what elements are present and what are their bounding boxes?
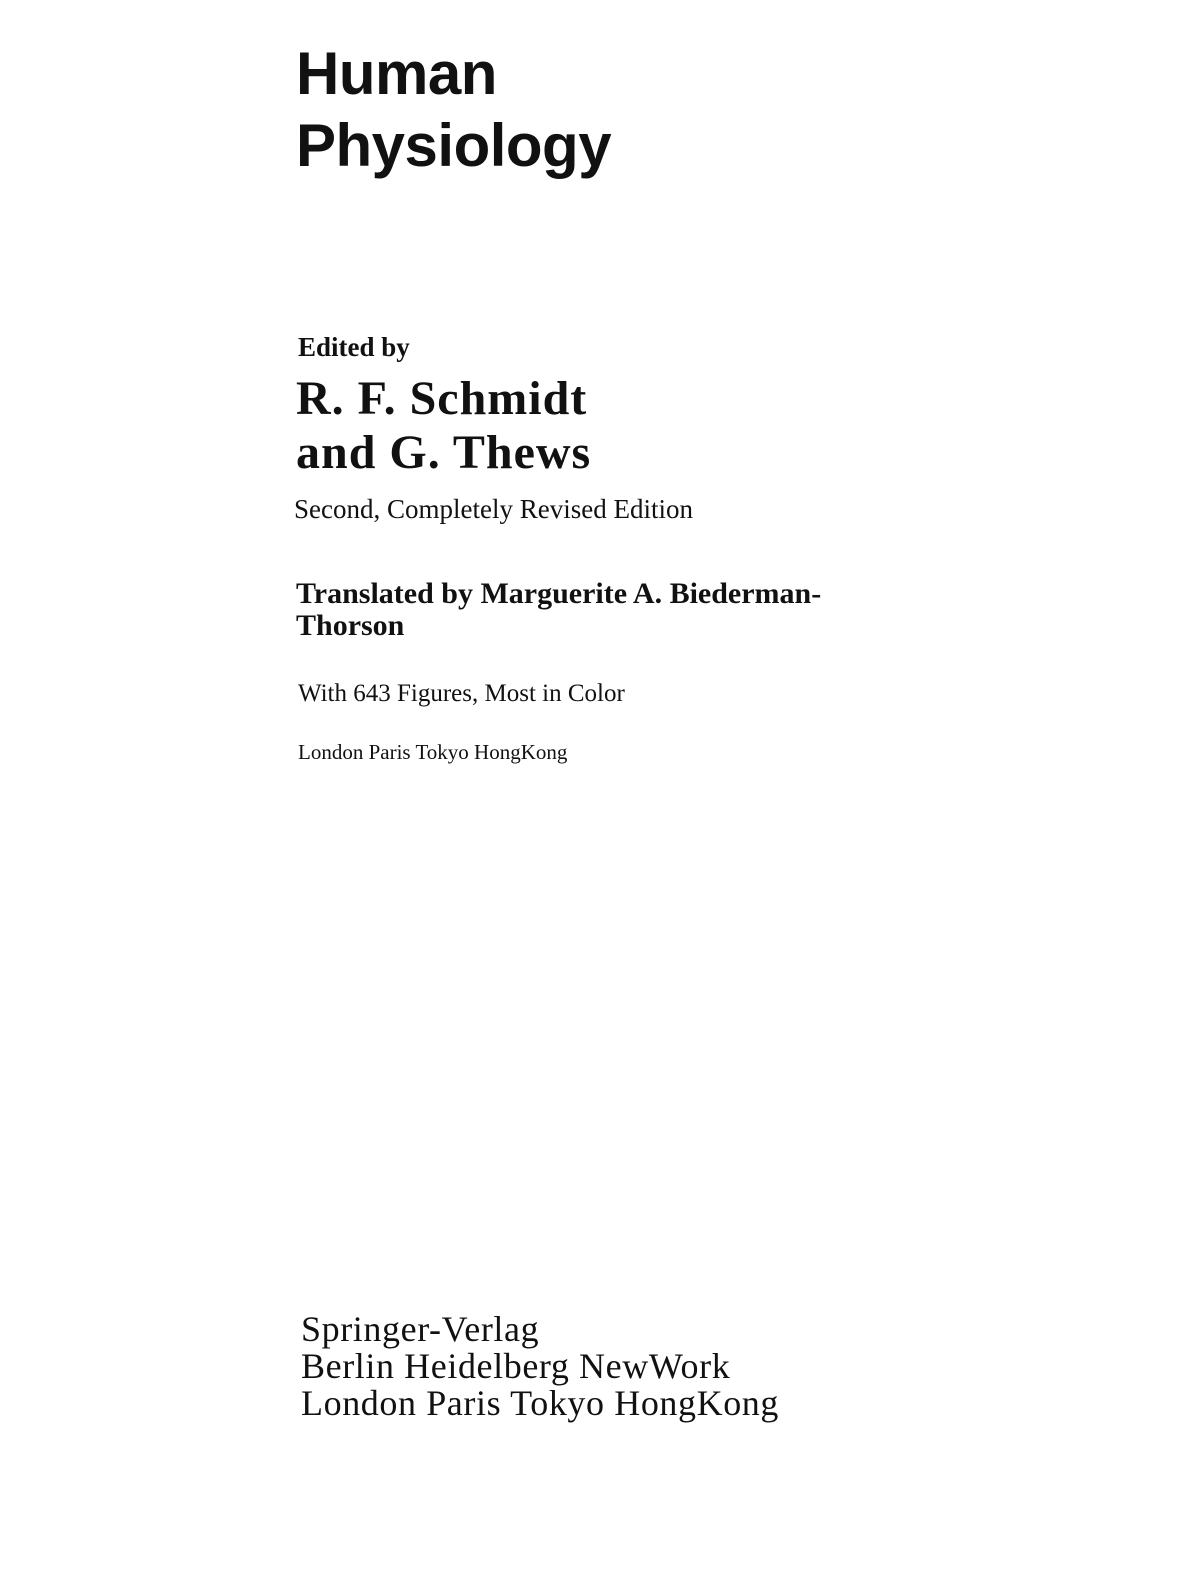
edition-note: Second, Completely Revised Edition <box>294 494 693 524</box>
editors-line-2: and G. Thews <box>296 426 592 479</box>
editors <box>296 372 591 480</box>
edited-by-label: Edited by <box>298 332 410 362</box>
translator-credit <box>296 578 821 642</box>
title-line-1: Human <box>296 40 497 107</box>
publisher-name: Springer-Verlag <box>301 1309 540 1349</box>
translator-line-2: Thorson <box>296 609 405 642</box>
editors-line-1: R. F. Schmidt <box>296 372 588 425</box>
title-line-2: Physiology <box>296 112 612 179</box>
figures-note: With 643 Figures, Most in Color <box>298 680 625 707</box>
book-title <box>296 38 611 182</box>
publisher-imprint <box>301 1311 779 1422</box>
publisher-cities-line-2: London Paris Tokyo HongKong <box>301 1383 780 1423</box>
publisher-cities-line-1: Berlin Heidelberg NewWork <box>301 1346 731 1386</box>
translator-line-1: Translated by Marguerite A. Biederman- <box>296 577 822 610</box>
cities-small: London Paris Tokyo HongKong <box>298 740 568 764</box>
